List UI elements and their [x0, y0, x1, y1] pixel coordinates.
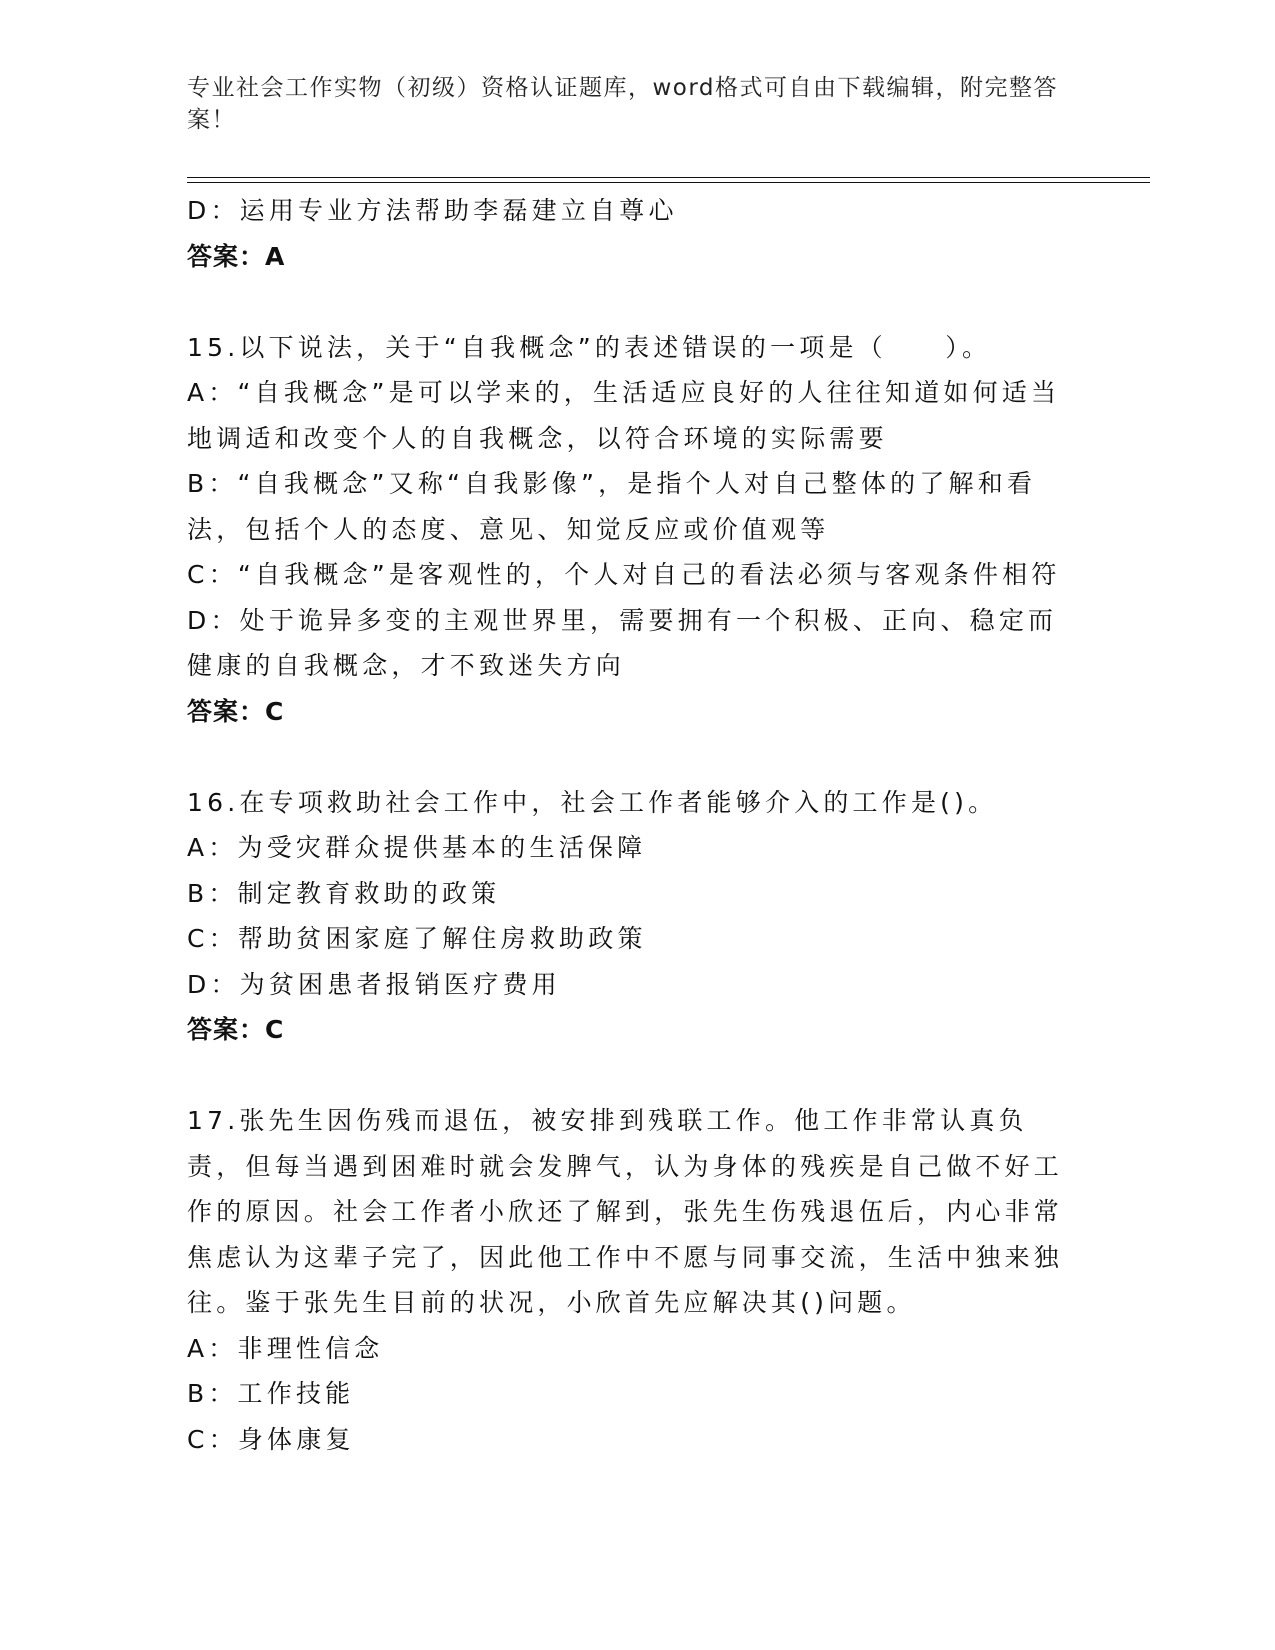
- spacer: [187, 279, 1067, 325]
- question-15: [187, 325, 1067, 735]
- option-d: D：为贫困患者报销医疗费用: [187, 969, 561, 999]
- question-stem: 15.以下说法，关于“自我概念”的表述错误的一项是（ ）。: [187, 332, 992, 362]
- document-body: [187, 188, 1067, 1462]
- option-a: A：为受灾群众提供基本的生活保障: [187, 833, 647, 862]
- prev-option-d: D：运用专业方法帮助李磊建立自尊心: [187, 196, 678, 225]
- header-rule-bottom: [187, 182, 1150, 183]
- question-stem: 16.在专项救助社会工作中，社会工作者能够介入的工作是()。: [187, 787, 998, 817]
- spacer: [187, 734, 1067, 780]
- spacer: [187, 1053, 1067, 1099]
- question-16: [187, 780, 1067, 1053]
- question-stem: 17.张先生因伤残而退伍，被安排到残联工作。他工作非常认真负责，但每当遇到困难时就会发脾气，认为身体的残疾是自己做不好工作的原因。社会工作者小欣还了解到，张先生伤残退伍后，内心非常焦虑认为这辈子完了，因此他工作中不愿与同事交流，生活中独来独往。鉴于张先生目前的状况，小欣首先应解决其()问题。: [187, 1106, 1064, 1317]
- page-header: 专业社会工作实物（初级）资格认证题库，word格式可自由下载编辑，附完整答案！: [187, 75, 1059, 133]
- option-b: B：“自我概念”又称“自我影像”，是指个人对自己整体的了解和看法，包括个人的态度、意见、知觉反应或价值观等: [187, 469, 1037, 544]
- question-17: [187, 1098, 1067, 1462]
- option-c: C：帮助贫困家庭了解住房救助政策: [187, 924, 647, 953]
- option-b: B：工作技能: [187, 1379, 355, 1408]
- answer: 答案：C: [187, 1015, 285, 1044]
- header-rule-top: [187, 177, 1150, 178]
- option-b: B：制定教育救助的政策: [187, 878, 501, 908]
- prev-answer: 答案：A: [187, 241, 286, 271]
- option-c: C：身体康复: [187, 1424, 355, 1454]
- option-a: A：非理性信念: [187, 1333, 384, 1363]
- answer: 答案：C: [187, 696, 285, 726]
- option-d: D：处于诡异多变的主观世界里，需要拥有一个积极、正向、稳定而健康的自我概念，才不致迷失方向: [187, 605, 1058, 680]
- option-c: C：“自我概念”是客观性的，个人对自己的看法必须与客观条件相符: [187, 560, 1061, 589]
- option-a: A：“自我概念”是可以学来的，生活适应良好的人往往知道如何适当地调适和改变个人的自我概念，以符合环境的实际需要: [187, 378, 1061, 453]
